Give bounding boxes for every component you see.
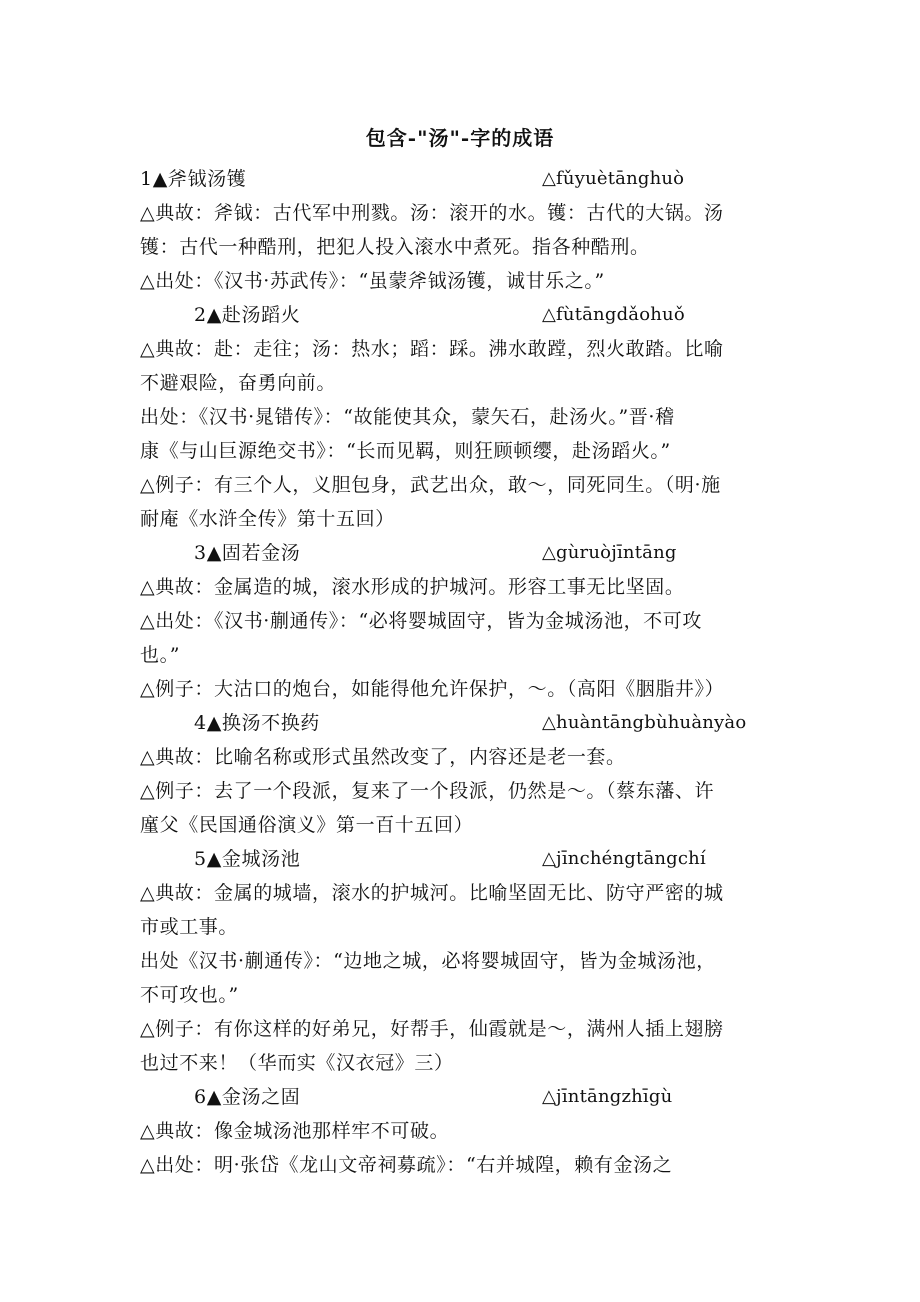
idiom-heading [140, 162, 790, 196]
text-line: 出处：《汉书·晁错传》：“故能使其众，蒙矢石，赴汤火。”晋·稽 [140, 406, 675, 428]
text-line: △例子：有你这样的好弟兄，好帮手，仙霞就是～，满州人插上翅膀 [140, 1018, 724, 1040]
text-line: △典故：金属造的城，滚水形成的护城河。形容工事无比坚固。 [140, 576, 685, 598]
idiom-heading [140, 298, 790, 332]
text-line: △例子：大沽口的炮台，如能得他允许保护，～。（高阳《胭脂井》） [140, 678, 725, 700]
idiom-name: 6▲金汤之固 [194, 1086, 301, 1108]
idiom-name: 5▲金城汤池 [194, 848, 301, 870]
idiom-heading [140, 706, 790, 740]
idiom-pinyin: △jīntāngzhīgù [542, 1086, 673, 1107]
text-line: 康《与山巨源绝交书》：“长而见羁，则狂顾顿缨，赴汤蹈火。” [140, 440, 671, 462]
idiom-pinyin: △fùtāngdǎohuǒ [542, 304, 685, 325]
text-line: 不可攻也。” [140, 984, 239, 1006]
text-line: 不避艰险，奋勇向前。 [140, 372, 337, 394]
text-line: △典故：金属的城墙，滚水的护城河。比喻坚固无比、防守严密的城 [140, 882, 724, 904]
text-line: △例子：去了一个段派，复来了一个段派，仍然是～。（蔡东藩、许 [140, 780, 715, 802]
idiom-pinyin: △fǔyuètānghuò [542, 168, 685, 189]
text-line: △出处：《汉书·蒯通传》：“必将婴城固守，皆为金城汤池，不可攻 [140, 610, 702, 632]
text-line: △出处：《汉书·苏武传》：“虽蒙斧钺汤镬，诚甘乐之。” [140, 270, 605, 292]
text-line: 镬：古代一种酷刑，把犯人投入滚水中煮死。指各种酷刑。 [140, 236, 650, 258]
idiom-name: 2▲赴汤蹈火 [194, 304, 301, 326]
text-line: △典故：像金城汤池那样牢不可破。 [140, 1120, 450, 1142]
text-line: 也。” [140, 644, 181, 666]
idiom-pinyin: △jīnchéngtāngchí [542, 848, 706, 869]
text-line: 也过不来！（华而实《汉衣冠》三） [140, 1052, 454, 1074]
text-line: △例子：有三个人，义胆包身，武艺出众，敢～，同死同生。（明·施 [140, 474, 721, 496]
document-title: 包含-"汤"-字的成语 [365, 126, 555, 150]
text-line: △典故：斧钺：古代军中刑戮。汤：滚开的水。镬：古代的大锅。汤 [140, 202, 724, 224]
idiom-list [140, 162, 790, 1182]
idiom-pinyin: △huàntāngbùhuànyào [542, 712, 747, 733]
text-line: △典故：比喻名称或形式虽然改变了，内容还是老一套。 [140, 746, 626, 768]
text-line: 市或工事。 [140, 916, 239, 938]
text-line: △典故：赴：走往；汤：热水；蹈：踩。沸水敢蹚，烈火敢踏。比喻 [140, 338, 724, 360]
text-line: 出处《汉书·蒯通传》：“边地之城，必将婴城固守，皆为金城汤池， [140, 950, 716, 972]
idiom-heading [140, 842, 790, 876]
text-line: 廑父《民国通俗演义》第一百十五回） [140, 814, 474, 836]
idiom-pinyin: △gùruòjīntāng [542, 542, 677, 563]
idiom-name: 4▲换汤不换药 [194, 712, 320, 734]
text-line: 耐庵《水浒全传》第十五回） [140, 508, 395, 530]
text-line: △出处：明·张岱《龙山文帝祠募疏》：“右并城隍，赖有金汤之 [140, 1154, 673, 1176]
idiom-heading [140, 536, 790, 570]
idiom-name: 1▲斧钺汤镬 [140, 168, 247, 190]
idiom-heading [140, 1080, 790, 1114]
idiom-name: 3▲固若金汤 [194, 542, 301, 564]
